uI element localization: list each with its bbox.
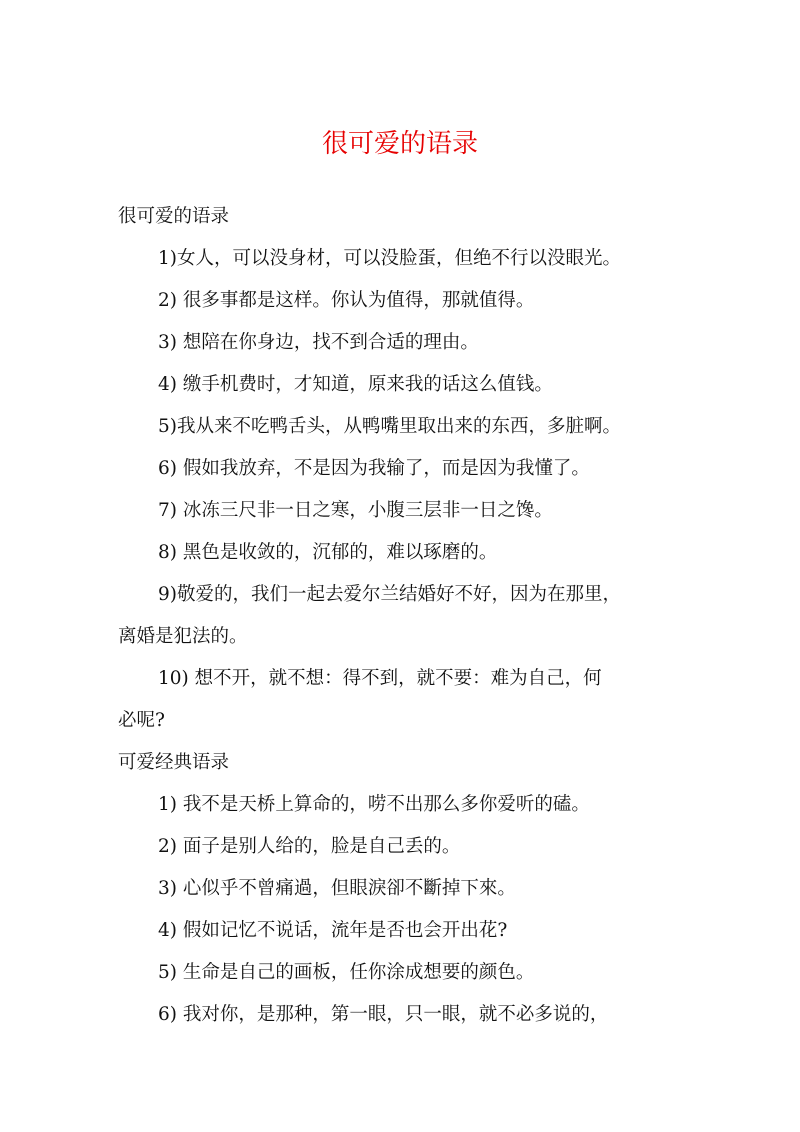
document-body	[118, 196, 684, 1036]
list-item-continuation: 离婚是犯法的。	[118, 626, 248, 647]
list-item	[118, 910, 684, 952]
item-number: 1)	[158, 794, 177, 815]
list-item	[118, 784, 684, 826]
item-text: 假如记忆不说话，流年是否也会开出花?	[177, 920, 508, 941]
list-item	[118, 238, 684, 280]
item-number: 5)	[158, 962, 177, 983]
section-heading: 可爱经典语录	[118, 752, 230, 773]
item-number: 8)	[158, 542, 177, 563]
list-item	[118, 532, 684, 574]
list-item	[118, 406, 684, 448]
item-text: 缴手机费时，才知道，原来我的话这么值钱。	[177, 374, 553, 395]
item-number: 3)	[158, 878, 177, 899]
item-text: 很多事都是这样。你认为值得，那就值得。	[177, 290, 535, 311]
item-number: 6)	[158, 458, 177, 479]
item-text: 假如我放弃，不是因为我输了，而是因为我懂了。	[177, 458, 590, 479]
list-item	[118, 280, 684, 322]
item-text: 我不是天桥上算命的，唠不出那么多你爱听的磕。	[177, 794, 590, 815]
item-text: 面子是别人给的，脸是自己丢的。	[177, 836, 461, 857]
item-number: 7)	[158, 500, 177, 521]
item-text: 想不开，就不想：得不到，就不要：难为自己，何	[188, 668, 602, 689]
item-text: 心似乎不曾痛過，但眼淚卻不斷掉下來。	[177, 878, 516, 899]
item-number: 5)	[158, 416, 177, 437]
item-text: 黑色是收敛的，沉郁的，难以琢磨的。	[177, 542, 498, 563]
item-text: 冰冻三尺非一日之寒，小腹三层非一日之馋。	[177, 500, 553, 521]
item-text: 女人，可以没身材，可以没脸蛋，但绝不行以没眼光。	[177, 248, 622, 269]
list-item-continuation: 必呢?	[118, 710, 165, 731]
item-text: 想陪在你身边，找不到合适的理由。	[177, 332, 479, 353]
list-item	[118, 952, 684, 994]
list-item	[118, 826, 684, 868]
list-item	[118, 490, 684, 532]
item-number: 6)	[158, 1004, 177, 1025]
item-number: 4)	[158, 920, 177, 941]
item-number: 3)	[158, 332, 177, 353]
list-item	[118, 322, 684, 364]
list-item	[118, 658, 684, 700]
document-title: 很可爱的语录	[321, 129, 478, 159]
item-number: 10)	[158, 668, 189, 689]
list-item	[118, 364, 684, 406]
item-text: 我对你，是那种，第一眼，只一眼，就不必多说的，	[177, 1004, 609, 1025]
item-number: 2)	[158, 290, 177, 311]
list-item	[118, 448, 684, 490]
item-text: 敬爱的，我们一起去爱尔兰结婚好不好，因为在那里，	[177, 584, 622, 605]
list-item	[118, 994, 684, 1036]
section-heading: 很可爱的语录	[118, 206, 230, 227]
item-number: 2)	[158, 836, 177, 857]
item-number: 9)	[158, 584, 177, 605]
item-text: 我从来不吃鸭舌头，从鸭嘴里取出来的东西，多脏啊。	[177, 416, 622, 437]
list-item	[118, 868, 684, 910]
item-number: 1)	[158, 248, 177, 269]
item-number: 4)	[158, 374, 177, 395]
item-text: 生命是自己的画板，任你涂成想要的颜色。	[177, 962, 535, 983]
list-item	[118, 574, 684, 616]
